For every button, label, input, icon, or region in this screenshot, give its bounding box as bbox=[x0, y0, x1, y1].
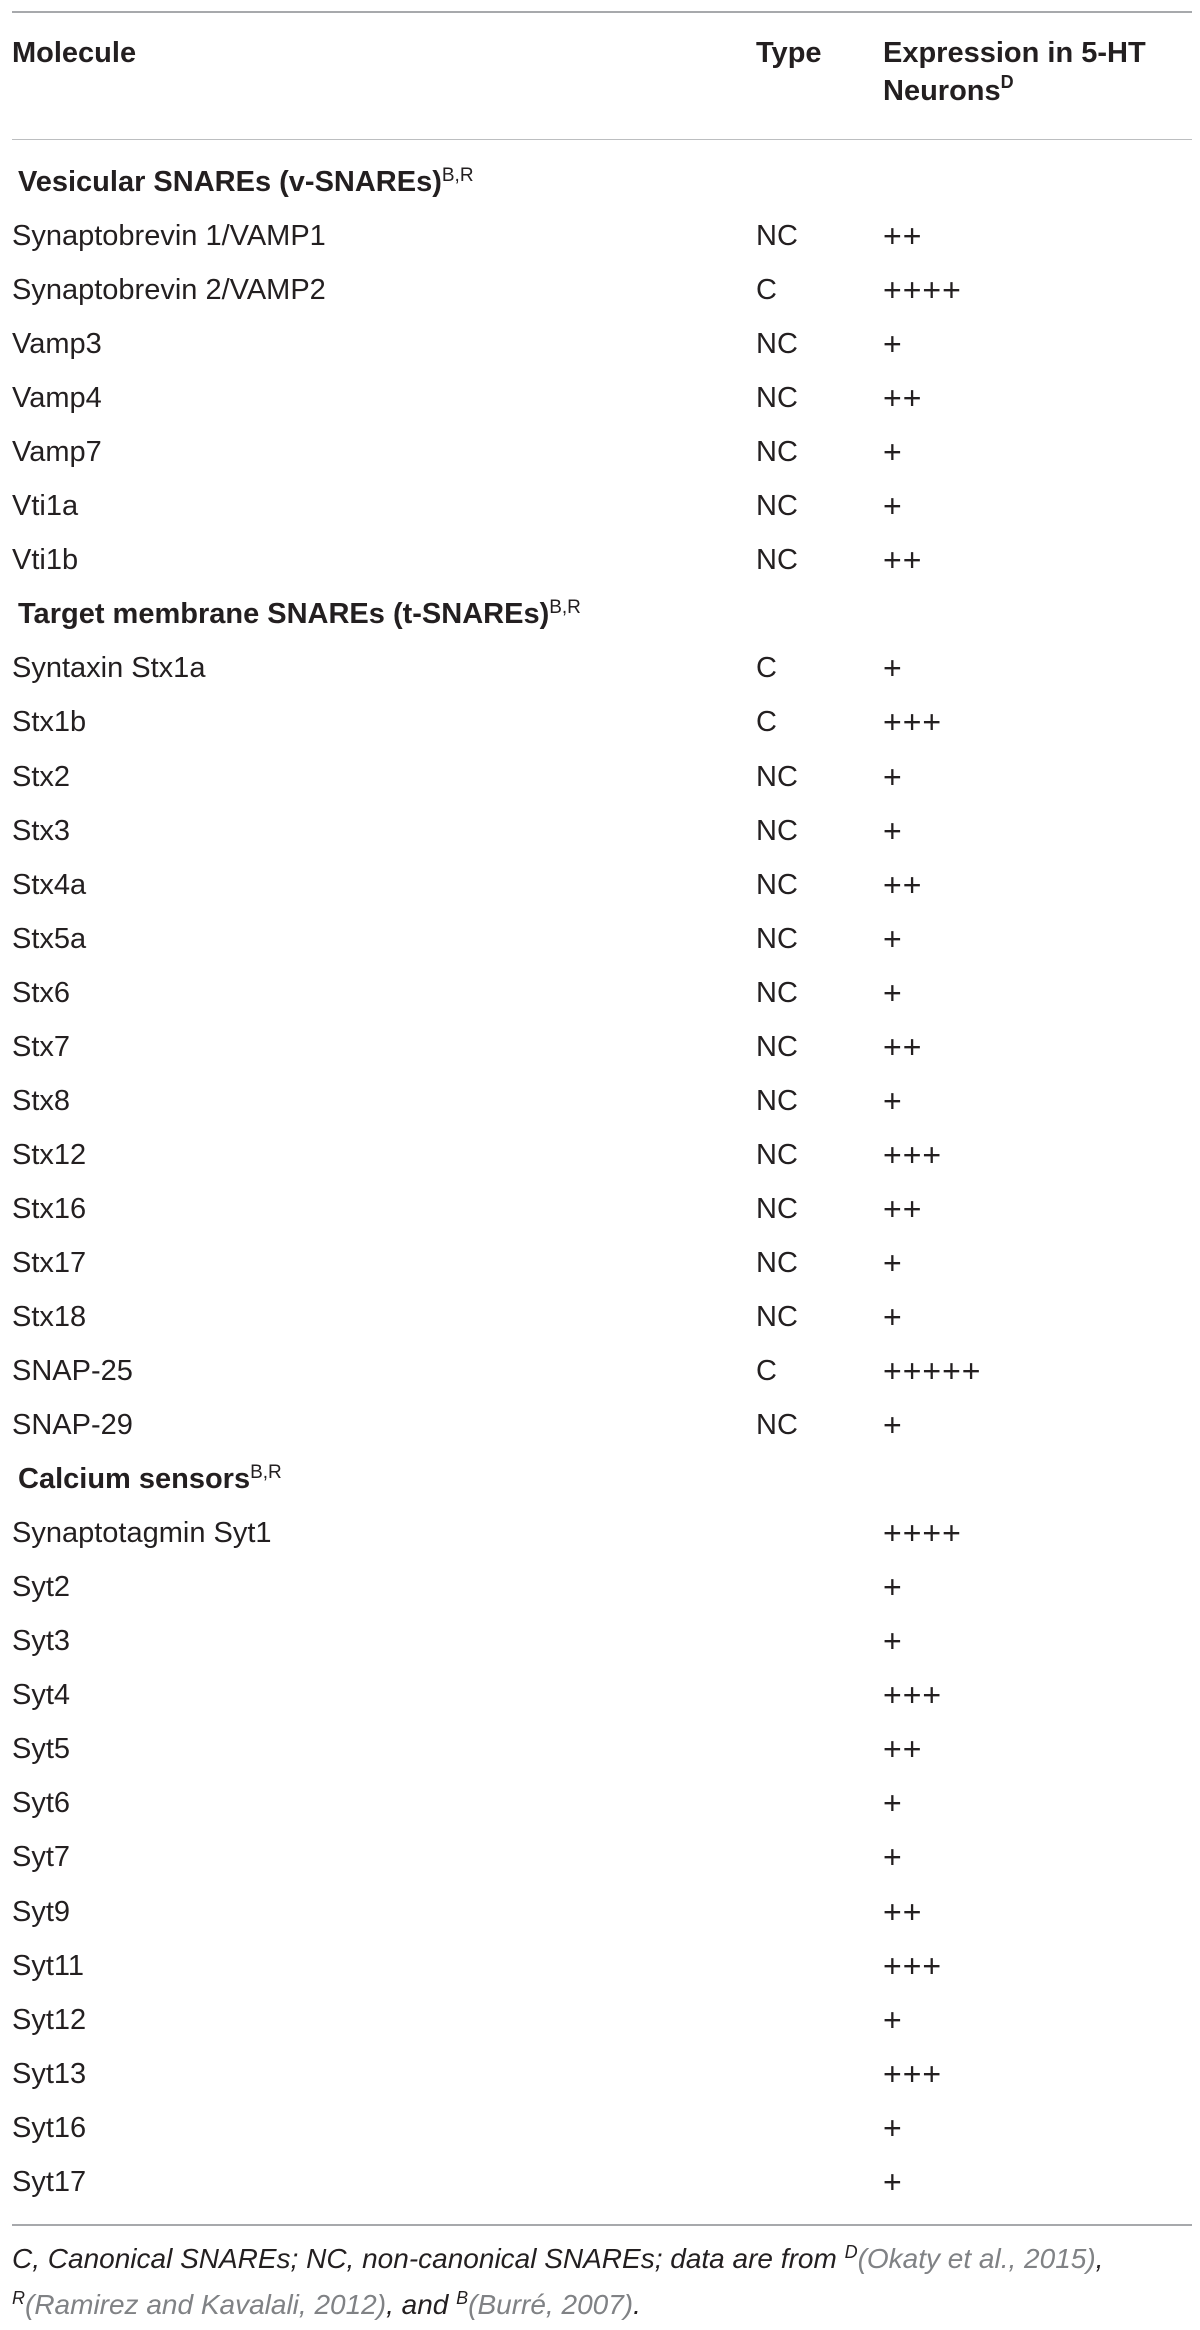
table-row bbox=[12, 1560, 1192, 1614]
type-cell: NC bbox=[756, 760, 798, 793]
molecule-cell: Vamp3 bbox=[12, 328, 102, 361]
type-cell: NC bbox=[756, 1030, 798, 1063]
table-row bbox=[12, 1020, 1192, 1074]
expression-cell: ++ bbox=[883, 542, 923, 579]
table-row bbox=[12, 1236, 1192, 1290]
section-header-row bbox=[12, 155, 1192, 209]
type-cell: C bbox=[756, 1355, 777, 1388]
molecule-cell: Vamp7 bbox=[12, 436, 102, 469]
molecule-cell: Vti1a bbox=[12, 490, 79, 523]
table-row bbox=[12, 1344, 1192, 1398]
expression-cell: + bbox=[883, 1244, 903, 1281]
table-bottom-rule bbox=[12, 2224, 1192, 2226]
footnote-ref-okaty[interactable]: (Okaty et al., 2015) bbox=[857, 2243, 1096, 2274]
type-cell: NC bbox=[756, 922, 798, 955]
type-cell: C bbox=[756, 652, 777, 685]
expression-cell: ++ bbox=[883, 1028, 923, 1065]
expression-cell: + bbox=[883, 974, 903, 1011]
table-row bbox=[12, 2155, 1192, 2209]
table-row bbox=[12, 641, 1192, 695]
molecule-cell: Syt7 bbox=[12, 1841, 71, 1874]
expression-cell: + bbox=[883, 2163, 903, 2200]
table-row bbox=[12, 1290, 1192, 1344]
molecule-cell: Stx6 bbox=[12, 976, 71, 1009]
molecule-cell: Syt13 bbox=[12, 2057, 87, 2090]
type-cell: NC bbox=[756, 490, 798, 523]
table-row bbox=[12, 1722, 1192, 1776]
table-row bbox=[12, 1398, 1192, 1452]
table-row bbox=[12, 1128, 1192, 1182]
molecule-cell: Syt9 bbox=[12, 1895, 71, 1928]
expression-cell: + bbox=[883, 650, 903, 687]
molecule-cell: Syt17 bbox=[12, 2165, 87, 2198]
expression-cell: ++ bbox=[883, 1731, 923, 1768]
section-label: Target membrane SNAREs (t-SNAREs) bbox=[18, 598, 550, 631]
section-title bbox=[18, 1452, 282, 1506]
expression-cell: + bbox=[883, 1623, 903, 1660]
footnote-sup-d: D bbox=[844, 2242, 858, 2262]
table-row bbox=[12, 1993, 1192, 2047]
footnote-sep-1: , bbox=[1095, 2243, 1104, 2274]
type-cell: NC bbox=[756, 328, 798, 361]
expression-cell: + bbox=[883, 1785, 903, 1822]
type-cell: C bbox=[756, 706, 777, 739]
type-cell: NC bbox=[756, 1084, 798, 1117]
expression-cell: ++++ bbox=[883, 272, 962, 309]
table-row bbox=[12, 1506, 1192, 1560]
table-row bbox=[12, 209, 1192, 263]
expression-cell: + bbox=[883, 1839, 903, 1876]
type-cell: NC bbox=[756, 544, 798, 577]
molecule-cell: Stx7 bbox=[12, 1030, 71, 1063]
expression-cell: +++ bbox=[883, 2055, 943, 2092]
expression-cell: + bbox=[883, 812, 903, 849]
type-cell: NC bbox=[756, 1300, 798, 1333]
type-cell: NC bbox=[756, 868, 798, 901]
molecule-cell: Vamp4 bbox=[12, 382, 102, 415]
type-cell: NC bbox=[756, 976, 798, 1009]
type-cell: NC bbox=[756, 1409, 798, 1442]
expression-cell: + bbox=[883, 488, 903, 525]
expression-cell: +++++ bbox=[883, 1353, 982, 1390]
molecule-cell: Vti1b bbox=[12, 544, 79, 577]
header-type: Type bbox=[756, 37, 822, 69]
table-row bbox=[12, 317, 1192, 371]
type-cell: NC bbox=[756, 1246, 798, 1279]
molecule-cell: Stx5a bbox=[12, 922, 87, 955]
table-row bbox=[12, 750, 1192, 804]
section-header-row bbox=[12, 1452, 1192, 1506]
section-sup: B,R bbox=[250, 1462, 282, 1484]
expression-cell: + bbox=[883, 434, 903, 471]
molecule-cell: Syt3 bbox=[12, 1625, 71, 1658]
molecule-cell: Syt5 bbox=[12, 1733, 71, 1766]
header-expression-line2: Neurons bbox=[883, 75, 1001, 107]
table-row bbox=[12, 804, 1192, 858]
molecule-cell: Stx2 bbox=[12, 760, 71, 793]
type-cell: NC bbox=[756, 1192, 798, 1225]
molecule-cell: Syt11 bbox=[12, 1949, 85, 1982]
expression-cell: ++ bbox=[883, 218, 923, 255]
footnote-ref-burre[interactable]: (Burré, 2007) bbox=[468, 2289, 634, 2320]
expression-cell: + bbox=[883, 2109, 903, 2146]
type-cell: C bbox=[756, 274, 777, 307]
footnote-end: . bbox=[633, 2289, 641, 2320]
molecule-cell: Syt4 bbox=[12, 1679, 71, 1712]
expression-cell: ++ bbox=[883, 380, 923, 417]
table-row bbox=[12, 1614, 1192, 1668]
molecule-cell: Stx8 bbox=[12, 1084, 71, 1117]
molecule-cell: Synaptotagmin Syt1 bbox=[12, 1517, 272, 1550]
expression-cell: + bbox=[883, 1082, 903, 1119]
section-title bbox=[18, 587, 581, 641]
table-row bbox=[12, 2101, 1192, 2155]
expression-cell: +++ bbox=[883, 1677, 943, 1714]
table-row bbox=[12, 695, 1192, 749]
table-row bbox=[12, 371, 1192, 425]
footnote-sup-b: B bbox=[456, 2288, 469, 2308]
type-cell: NC bbox=[756, 220, 798, 253]
molecule-cell: SNAP-25 bbox=[12, 1355, 133, 1388]
type-cell: NC bbox=[756, 382, 798, 415]
table-row bbox=[12, 966, 1192, 1020]
table-body bbox=[12, 155, 1192, 2209]
table-row bbox=[12, 2047, 1192, 2101]
type-cell: NC bbox=[756, 436, 798, 469]
header-bottom-rule bbox=[12, 139, 1192, 140]
expression-cell: +++ bbox=[883, 1136, 943, 1173]
table-row bbox=[12, 858, 1192, 912]
footnote-text: C, Canonical SNAREs; NC, non-canonical SNAREs; data are from bbox=[12, 2243, 845, 2274]
expression-cell: ++++ bbox=[883, 1515, 962, 1552]
molecule-cell: Syntaxin Stx1a bbox=[12, 652, 206, 685]
molecule-cell: Stx12 bbox=[12, 1138, 87, 1171]
expression-cell: ++ bbox=[883, 1893, 923, 1930]
table-row bbox=[12, 1830, 1192, 1884]
table-row bbox=[12, 912, 1192, 966]
table-top-rule bbox=[12, 11, 1192, 13]
expression-cell: + bbox=[883, 2001, 903, 2038]
molecule-cell: Synaptobrevin 2/VAMP2 bbox=[12, 274, 326, 307]
molecule-cell: Stx3 bbox=[12, 814, 71, 847]
table-row bbox=[12, 1939, 1192, 1993]
expression-cell: + bbox=[883, 1298, 903, 1335]
table-row bbox=[12, 1074, 1192, 1128]
table-row bbox=[12, 1182, 1192, 1236]
section-sup: B,R bbox=[441, 165, 474, 186]
molecule-cell: Syt2 bbox=[12, 1571, 71, 1604]
type-cell: NC bbox=[756, 1138, 798, 1171]
molecule-cell: Syt6 bbox=[12, 1787, 71, 1820]
section-label: Vesicular SNAREs (v-SNAREs) bbox=[18, 166, 442, 198]
table-row bbox=[12, 479, 1192, 533]
table-row bbox=[12, 1885, 1192, 1939]
table-footnote bbox=[12, 2236, 1192, 2328]
expression-cell: ++ bbox=[883, 1190, 923, 1227]
section-title bbox=[18, 155, 474, 209]
section-label: Calcium sensors bbox=[18, 1463, 251, 1496]
molecule-cell: Stx16 bbox=[12, 1192, 87, 1225]
header-expression bbox=[883, 34, 1193, 110]
expression-cell: + bbox=[883, 1407, 903, 1444]
molecule-cell: Synaptobrevin 1/VAMP1 bbox=[12, 220, 326, 253]
table-row bbox=[12, 533, 1192, 587]
header-expression-line1: Expression in 5-HT bbox=[883, 37, 1146, 69]
molecule-cell: Stx18 bbox=[12, 1300, 87, 1333]
molecule-cell: SNAP-29 bbox=[12, 1409, 133, 1442]
expression-cell: +++ bbox=[883, 704, 943, 741]
section-header-row bbox=[12, 587, 1192, 641]
expression-cell: + bbox=[883, 326, 903, 363]
header-molecule: Molecule bbox=[12, 37, 137, 69]
header-expression-sup: D bbox=[1000, 72, 1014, 92]
table-row bbox=[12, 1668, 1192, 1722]
expression-cell: ++ bbox=[883, 866, 923, 903]
footnote-sep-2: , and bbox=[386, 2289, 457, 2320]
table-row bbox=[12, 263, 1192, 317]
molecule-cell: Stx1b bbox=[12, 706, 87, 739]
expression-cell: +++ bbox=[883, 1947, 943, 1984]
expression-cell: + bbox=[883, 920, 903, 957]
molecule-cell: Stx17 bbox=[12, 1246, 87, 1279]
expression-cell: + bbox=[883, 1569, 903, 1606]
molecule-cell: Syt12 bbox=[12, 2003, 87, 2036]
footnote-ref-ramirez[interactable]: (Ramirez and Kavalali, 2012) bbox=[25, 2289, 387, 2320]
table-row bbox=[12, 425, 1192, 479]
molecule-cell: Syt16 bbox=[12, 2111, 87, 2144]
section-sup: B,R bbox=[549, 597, 581, 619]
type-cell: NC bbox=[756, 814, 798, 847]
expression-cell: + bbox=[883, 758, 903, 795]
molecule-cell: Stx4a bbox=[12, 868, 87, 901]
table-row bbox=[12, 1776, 1192, 1830]
footnote-sup-r: R bbox=[12, 2288, 25, 2308]
